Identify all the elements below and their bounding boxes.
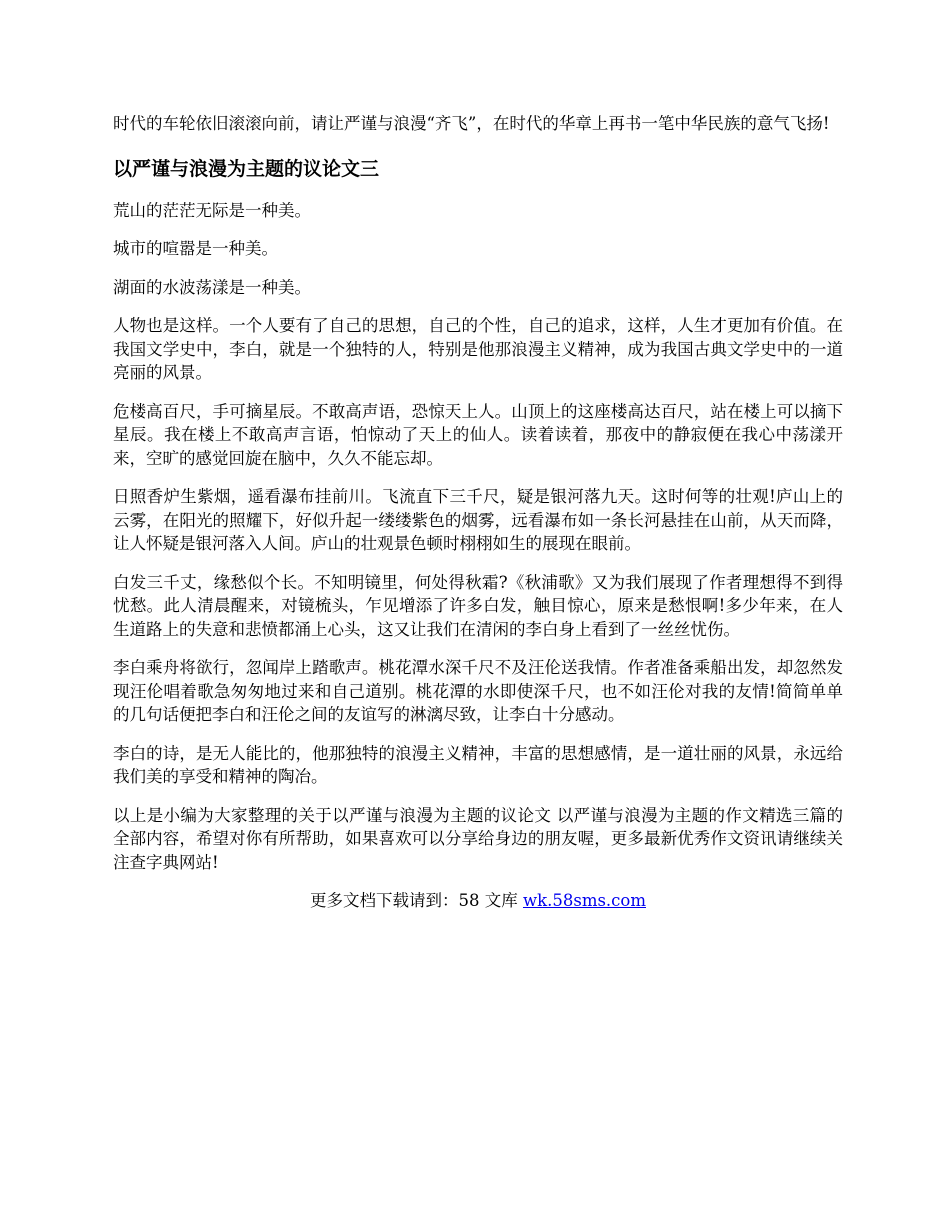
intro-paragraph: 时代的车轮依旧滚滚向前，请让严谨与浪漫“齐飞”，在时代的华章上再书一笔中华民族的意气飞扬!	[113, 114, 830, 133]
body-paragraph: 城市的喧嚣是一种美。	[113, 239, 278, 258]
body-paragraph: 白发三千丈，缘愁似个长。不知明镜里，何处得秋霜?《秋浦歌》又为我们展现了作者理想得不到得忧愁。此人清晨醒来，对镜梳头，乍见增添了许多白发，触目惊心，原来是愁恨啊!多少年来，在人生道路上的失意和悲愤都涌上心头，这又让我们在清闲的李白身上看到了一丝丝忧伤。	[113, 572, 843, 639]
footer-link[interactable]: wk.58sms.com	[522, 891, 646, 910]
footer-prefix: 更多文档下载请到：58 文库	[309, 891, 523, 910]
body-paragraph: 李白乘舟将欲行，忽闻岸上踏歌声。桃花潭水深千尺不及汪伦送我情。作者准备乘船出发，却忽然发现汪伦唱着歌急匆匆地过来和自己道别。桃花潭的水即使深千尺，也不如汪伦对我的友情!简简单单的几句话便把李白和汪伦之间的友谊写的淋漓尽致，让李白十分感动。	[113, 658, 843, 724]
body-paragraph: 李白的诗，是无人能比的，他那独特的浪漫主义精神，丰富的思想感情，是一道壮丽的风景，永远给我们美的享受和精神的陶冶。	[113, 743, 843, 786]
section-title: 以严谨与浪漫为主题的议论文三	[113, 157, 380, 180]
download-footer	[113, 889, 843, 913]
closing-paragraph: 以上是小编为大家整理的关于以严谨与浪漫为主题的议论文 以严谨与浪漫为主题的作文精选三篇的全部内容，希望对你有所帮助，如果喜欢可以分享给身边的朋友喔，更多最新优秀作文资讯请继续关注查字典网站!	[113, 805, 843, 872]
body-paragraph: 人物也是这样。一个人要有了自己的思想，自己的个性，自己的追求，这样，人生才更加有价值。在我国文学史中，李白，就是一个独特的人，特别是他那浪漫主义精神，成为我国古典文学史中的一道亮丽的风景。	[113, 316, 843, 382]
body-paragraph: 危楼高百尺，手可摘星辰。不敢高声语，恐惊天上人。山顶上的这座楼高达百尺，站在楼上可以摘下星辰。我在楼上不敢高声言语，怕惊动了天上的仙人。读着读着，那夜中的静寂便在我心中荡漾开来，空旷的感觉回旋在脑中，久久不能忘却。	[113, 401, 843, 468]
body-paragraph: 日照香炉生紫烟，遥看瀑布挂前川。飞流直下三千尺，疑是银河落九天。这时何等的壮观!庐山上的云雾，在阳光的照耀下，好似升起一缕缕紫色的烟雾，远看瀑布如一条长河悬挂在山前，从天而降，让人怀疑是银河落入人间。庐山的壮观景色顿时栩栩如生的展现在眼前。	[113, 487, 843, 553]
document-page	[113, 112, 843, 913]
body-paragraph: 荒山的茫茫无际是一种美。	[113, 200, 311, 220]
body-paragraph: 湖面的水波荡漾是一种美。	[113, 277, 311, 297]
